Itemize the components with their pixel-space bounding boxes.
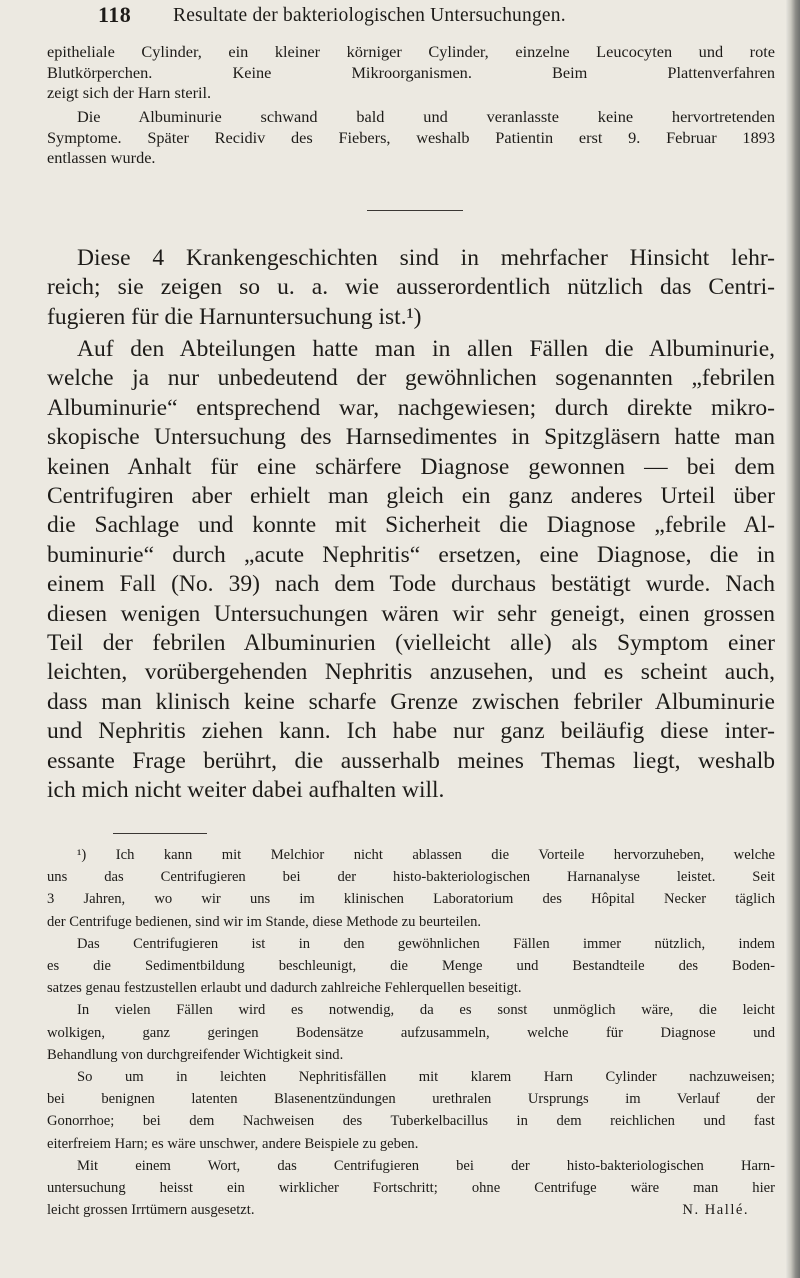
footnote [47, 844, 775, 1221]
text-line: Die Albuminurie schwand bald und veranlasste keine hervortretenden [77, 107, 775, 126]
text-line: die Sachlage und konnte mit Sicherheit die Diagnose „febrile Al- [47, 512, 775, 539]
text-line: Centrifugiren aber erhielt man gleich ein ganz anderes Urteil über [47, 483, 775, 510]
footnote-divider [113, 833, 207, 834]
text-line: buminurie“ durch „acute Nephritis“ ersetzen, eine Diagnose, die in [47, 541, 775, 568]
text-line: Symptome. Später Recidiv des Fiebers, weshalb Patientin erst 9. Februar 1893 [47, 127, 775, 147]
text-line: keinen Anhalt für eine schärfere Diagnose gewonnen — bei dem [47, 453, 775, 480]
text-line: entlassen wurde. [47, 148, 156, 167]
footnote-line: Gonorrhoe; bei dem Nachweisen des Tuberkelbacillus in dem reichlichen und fast [47, 1113, 775, 1130]
case-report-end [47, 42, 775, 104]
text-line: und Nephritis ziehen kann. Ich habe nur ganz beiläufig diese inter- [47, 718, 775, 745]
footnote-line: uns das Centrifugieren bei der histo-bakteriologischen Harnanalyse leistet. Seit [47, 869, 775, 886]
text-line: fugieren für die Harnuntersuchung ist.¹) [47, 303, 422, 330]
footnote-line: Mit einem Wort, das Centrifugieren bei der histo-bakteriologischen Harn- [77, 1157, 775, 1174]
section-divider [367, 210, 463, 211]
footnote-line: leicht grossen Irrtümern ausgesetzt. [47, 1202, 255, 1219]
author-signature: N. Hallé. [682, 1202, 749, 1219]
footnote-line: Behandlung von durchgreifender Wichtigkeit sind. [47, 1046, 344, 1063]
footnote-last-line [47, 1199, 775, 1221]
text-line: Auf den Abteilungen hatte man in allen Fällen die Albuminurie, [77, 336, 775, 362]
text-line: epitheliale Cylinder, ein kleiner körniger Cylinder, einzelne Leucocyten und rote [47, 42, 775, 61]
footnote-line: wolkigen, ganz geringen Bodensätze aufzusammeln, welche für Diagnose und [47, 1024, 775, 1041]
footnote-line: 3 Jahren, wo wir uns im klinischen Laboratorium des Hôpital Necker täglich [47, 891, 775, 908]
text-line: Blutkörperchen. Keine Mikroorganismen. Beim Plattenverfahren [47, 62, 775, 82]
footnote-line: satzes genau festzustellen erlaubt und dadurch zahlreiche Fehlerquellen beseitigt. [47, 980, 522, 997]
page-number: 118 [98, 2, 132, 27]
text-line: welche ja nur unbedeutend der gewöhnlichen sogenannten „febrilen [47, 365, 775, 392]
text-line: zeigt sich der Harn steril. [47, 83, 212, 102]
footnote-line: Das Centrifugieren ist in den gewöhnlichen Fällen immer nützlich, indem [77, 935, 775, 952]
text-line: einem Fall (No. 39) nach dem Tode durchaus bestätigt wurde. Nach [47, 571, 775, 598]
footnote-line: So um in leichten Nephritisfällen mit klarem Harn Cylinder nachzuweisen; [77, 1069, 775, 1086]
case-report-outcome [47, 107, 775, 169]
text-line: dass man klinisch keine scharfe Grenze zwischen febriler Albuminurie [47, 688, 775, 715]
main-paragraph-1 [47, 244, 775, 332]
text-line: ich mich nicht weiter dabei aufhalten will. [47, 777, 445, 804]
footnote-line: In vielen Fällen wird es notwendig, da es sonst unmöglich wäre, die leicht [77, 1002, 775, 1019]
text-line: Diese 4 Krankengeschichten sind in mehrfacher Hinsicht lehr- [77, 245, 775, 271]
text-line: Teil der febrilen Albuminurien (vielleicht alle) als Symptom einer [47, 630, 775, 657]
footnote-line: bei benignen latenten Blasenentzündungen urethralen Ursprungs im Verlauf der [47, 1091, 775, 1108]
text-line: essante Frage berührt, die ausserhalb meines Themas liegt, weshalb [47, 747, 775, 774]
page-edge-shadow [786, 0, 800, 1278]
running-title: Resultate der bakteriologischen Untersuchungen. [173, 5, 566, 26]
footnote-line: eiterfreiem Harn; es wäre unschwer, andere Beispiele zu geben. [47, 1135, 419, 1152]
text-line: skopische Untersuchung des Harnsedimentes in Spitzgläsern hatte man [47, 424, 775, 451]
text-line: leichten, vorübergehenden Nephritis anzusehen, und es scheint auch, [47, 659, 775, 686]
text-line: reich; sie zeigen so u. a. wie ausserordentlich nützlich das Centri- [47, 274, 775, 301]
footnote-line: ¹) Ich kann mit Melchior nicht ablassen die Vorteile hervorzuheben, welche [77, 847, 775, 863]
main-paragraph-2 [47, 335, 775, 806]
footnote-line: der Centrifuge bedienen, sind wir im Stande, diese Methode zu beurteilen. [47, 913, 482, 930]
text-line: Albuminurie“ entsprechend war, nachgewiesen; durch direkte mikro- [47, 394, 775, 421]
footnote-line: untersuchung heisst ein wirklicher Fortschritt; ohne Centrifuge wäre man hier [47, 1180, 775, 1197]
text-line: diesen wenigen Untersuchungen wären wir sehr geneigt, einen grossen [47, 600, 775, 627]
page-header [98, 2, 738, 34]
footnote-line: es die Sedimentbildung beschleunigt, die Menge und Bestandteile des Boden- [47, 958, 775, 975]
